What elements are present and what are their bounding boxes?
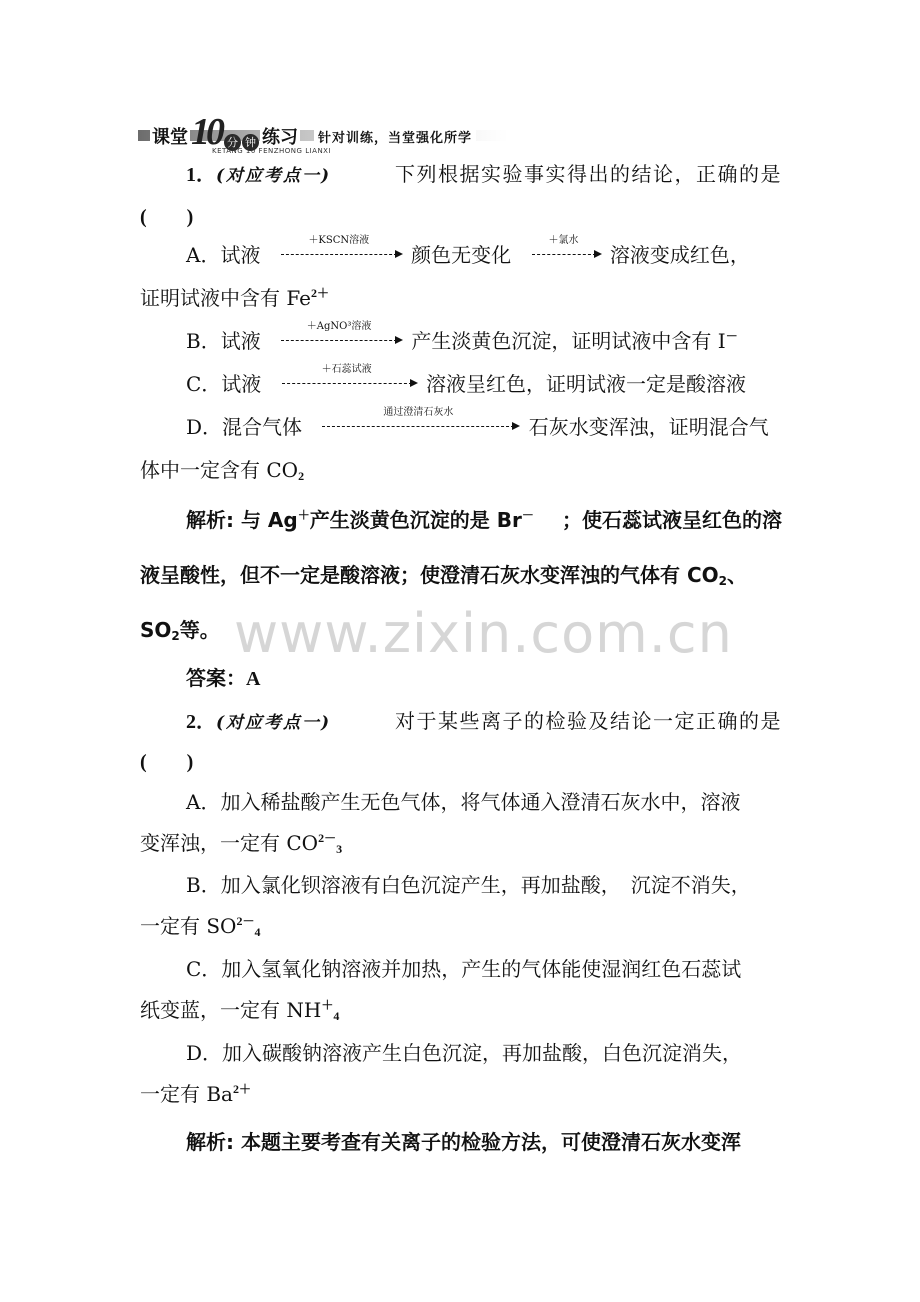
q1-b-label: B．试液 <box>186 329 261 353</box>
section-header-banner <box>138 111 508 155</box>
q1-b-iodide-charge: － <box>725 329 738 343</box>
q2-stem-line <box>186 709 782 735</box>
header-number: 10 <box>191 111 221 153</box>
q2-option-d-line2 <box>140 1082 251 1106</box>
q2-option-b-line1: B．加入氯化钡溶液有白色沉淀产生，再加盐酸， 沉淀不消失， <box>186 873 751 897</box>
q2-option-c-line1: C．加入氢氧化钠溶液并加热，产生的气体能使湿润红色石蕊试 <box>186 957 742 981</box>
a1-co2-sub: 2 <box>718 574 728 588</box>
q1-tag: (对应考点一) <box>216 166 332 186</box>
q1-b-reagent: ＋AgNO³溶液 <box>306 321 372 332</box>
q1-stem: 下列根据实验事实得出的结论，正确的是 <box>395 162 782 186</box>
a1-br-charge: － <box>521 508 534 522</box>
q1-option-c <box>186 364 747 396</box>
q2-a-conclusion: 变浑浊，一定有 CO <box>140 831 319 855</box>
q2-c-ammonium-sub: 4 <box>333 1009 340 1023</box>
q1-a-conclusion: 证明试液中含有 Fe <box>140 286 311 310</box>
q1-c-label: C．试液 <box>186 372 262 396</box>
header-pinyin: KETANG 10 FENZHONG LIANXI <box>212 147 332 155</box>
q1-d-arrow-limewater <box>322 407 514 439</box>
q1-number: 1． <box>186 164 216 186</box>
q1-d-conclusion: 体中一定含有 CO <box>140 458 299 482</box>
q2-b-conclusion: 一定有 SO <box>140 914 237 938</box>
q1-a-label: A．试液 <box>186 243 261 267</box>
q1-d-label: D．混合气体 <box>186 415 303 439</box>
q1-analysis-line1 <box>186 508 782 532</box>
q1-analysis-line3 <box>140 618 220 642</box>
q1-option-a <box>186 235 750 267</box>
header-word-lianxi: 练习 <box>260 123 300 149</box>
q1-a-fe-charge: 2＋ <box>310 286 329 300</box>
q1-a-reagent-kscn: ＋KSCN溶液 <box>308 235 370 246</box>
q1-a-arrow-kscn <box>281 235 397 267</box>
q2-option-a-line1: A．加入稀盐酸产生无色气体，将气体通入澄清石灰水中，溶液 <box>186 790 741 814</box>
header-unit-zhong: 钟 <box>242 134 259 151</box>
q2-paren: ( ) <box>140 751 194 773</box>
q1-c-reagent: ＋石蕊试液 <box>321 364 372 375</box>
q2-number: 2． <box>186 711 216 733</box>
q1-c-arrow-litmus <box>282 364 412 396</box>
q1-d-co2-sub: 2 <box>298 469 305 483</box>
q1-c-end: 溶液呈红色，证明试液一定是酸溶液 <box>426 372 747 396</box>
header-subtitle: 针对训练，当堂强化所学 <box>314 127 476 146</box>
q1-a-reagent-chlorine: ＋氯水 <box>548 235 579 246</box>
q2-b-sulfate-charge: 2－ <box>236 914 255 928</box>
a1-l1-c: ；使石蕊试液呈红色的溶 <box>562 508 782 532</box>
q1-option-d-line2 <box>140 458 304 482</box>
q2-option-c-line2 <box>140 998 339 1022</box>
q1-analysis-line2 <box>140 563 747 587</box>
q2-analysis-line1: 解析: 本题主要考查有关离子的检验方法，可使澄清石灰水变浑 <box>186 1130 741 1154</box>
a1-l3-a: SO <box>140 618 172 642</box>
a1-l3-b: 等。 <box>179 618 220 642</box>
q2-c-ammonium-charge: ＋ <box>321 998 334 1012</box>
q1-a-mid: 颜色无变化 <box>411 243 512 267</box>
header-word-ketang: 课堂 <box>150 123 190 149</box>
header-unit-fen: 分 <box>224 134 241 151</box>
q2-stem: 对于某些离子的检验及结论一定正确的是 <box>395 709 782 733</box>
q2-c-conclusion: 纸变蓝，一定有 NH <box>140 998 322 1022</box>
q1-option-a-line2 <box>140 286 329 310</box>
q2-a-carbonate-sub: 3 <box>336 842 343 856</box>
q1-option-b <box>186 321 738 353</box>
a1-l2-a: 液呈酸性，但不一定是酸溶液；使澄清石灰水变浑浊的气体有 CO <box>140 563 719 587</box>
q1-a-arrow-chlorine <box>532 235 596 267</box>
q1-d-end: 石灰水变浑浊，证明混合气 <box>528 415 769 439</box>
q2-d-conclusion: 一定有 Ba <box>140 1082 233 1106</box>
q2-option-a-line2 <box>140 831 342 855</box>
q2-tag: (对应考点一) <box>216 713 332 733</box>
a1-l1-a: 解析: 与 Ag <box>186 508 298 532</box>
a1-so2-sub: 2 <box>171 629 180 643</box>
q1-b-end: 产生淡黄色沉淀，证明试液中含有 I <box>411 329 726 353</box>
q1-d-reagent: 通过澄清石灰水 <box>383 407 454 418</box>
q1-b-arrow-agno3 <box>281 321 397 353</box>
q1-answer: 答案：A <box>186 668 261 690</box>
q2-option-d-line1: D．加入碳酸钠溶液产生白色沉淀，再加盐酸，白色沉淀消失， <box>186 1041 743 1065</box>
q2-a-carbonate-charge: 2－ <box>318 831 337 845</box>
q2-b-sulfate-sub: 4 <box>254 925 261 939</box>
a1-l1-b: 产生淡黄色沉淀的是 Br <box>309 508 522 532</box>
q2-option-b-line2 <box>140 914 260 938</box>
q1-paren: ( ) <box>140 206 194 228</box>
a1-ag-charge: ＋ <box>297 508 310 522</box>
site-watermark: www.zixin.com.cn <box>234 602 733 665</box>
a1-l2-b: 、 <box>727 563 748 587</box>
q2-d-barium-charge: 2＋ <box>232 1082 251 1096</box>
q1-option-d <box>186 407 769 439</box>
q1-stem-line <box>186 162 782 188</box>
q1-a-end: 溶液变成红色， <box>609 243 750 267</box>
